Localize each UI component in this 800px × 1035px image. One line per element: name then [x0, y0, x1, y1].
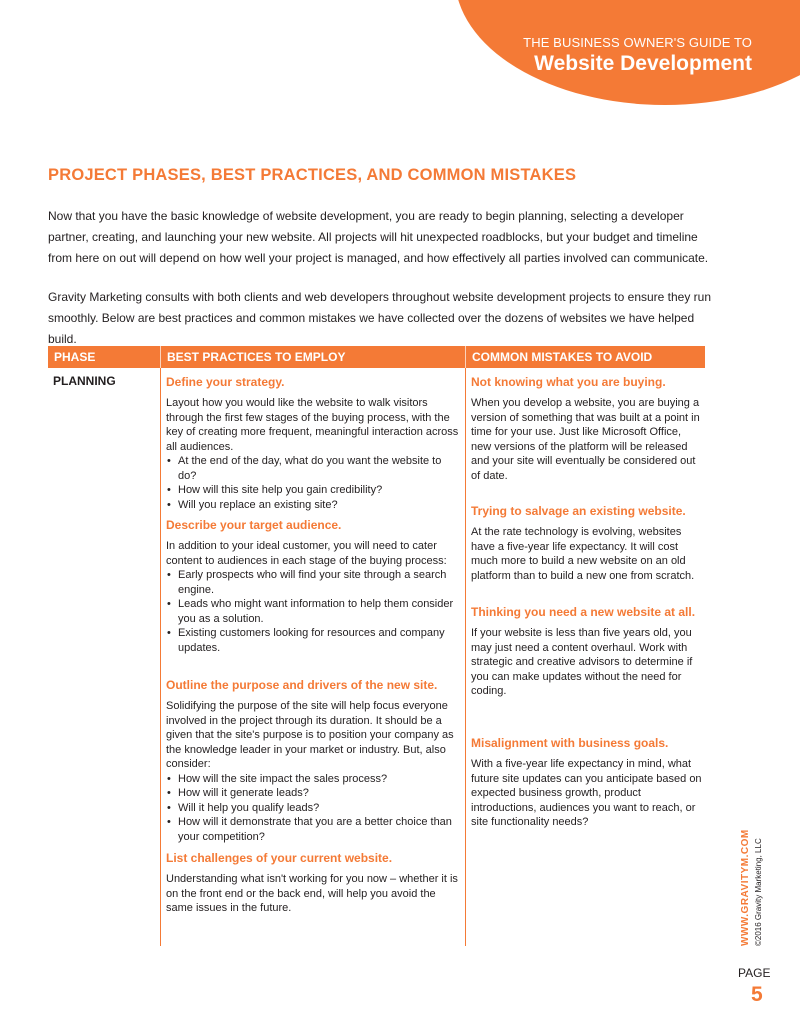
best-practice-body: Solidifying the purpose of the site will help focus everyone involved in the project through its duration. It should be a given that the site's purpose is to position your company as the knowledge leader in your market or industry. But, also consider:: [166, 700, 454, 770]
list-item: • Early prospects who will find your site through a search engine.: [166, 568, 460, 597]
column-divider: [160, 368, 161, 946]
table-header-phase: PHASE: [48, 346, 160, 368]
list-item: • Existing customers looking for resources and company updates.: [166, 626, 460, 655]
mistake-heading: Misalignment with business goals.: [471, 736, 669, 750]
table-header-best-practices: BEST PRACTICES TO EMPLOY: [160, 346, 465, 368]
mistake-body: With a five-year life expectancy in mind, what future site updates can you anticipate based on expected business growth, product introductions, audiences you want to reach, or site functionality needs?: [471, 758, 702, 828]
mistake-block: [471, 504, 703, 583]
mistake-heading: Trying to salvage an existing website.: [471, 504, 686, 518]
list-item: • How will it demonstrate that you are a better choice than your competition?: [166, 815, 460, 844]
mistake-block: [471, 605, 703, 699]
list-item: • How will it generate leads?: [166, 786, 460, 801]
intro-paragraph-1: Now that you have the basic knowledge of website development, you are ready to begin planning, selecting a developer partner, creating, and launching your new website. All projects will hit unexpected roadblocks, but your budget and timeline from here on out will depend on how well your project is managed, and how effectively all parties involved can communicate.: [48, 209, 709, 265]
mistake-heading: Thinking you need a new website at all.: [471, 605, 696, 619]
best-practice-body: Understanding what isn't working for you now – whether it is on the front end or the back end, will help you avoid the same issues in the future.: [166, 873, 458, 914]
best-practice-block: [166, 678, 460, 844]
intro-paragraph-2: Gravity Marketing consults with both clients and web developers throughout website development projects to ensure they run smoothly. Below are best practices and common mistakes we have collected over the dozens of websites we have helped build.: [48, 290, 712, 346]
best-practice-body: Layout how you would like the website to walk visitors through the first few stages of the buying process, with the key of creating more frequent, meaningful interaction across all audiences.: [166, 397, 459, 453]
list-item: • How will the site impact the sales process?: [166, 772, 460, 787]
best-practice-heading: List challenges of your current website.: [166, 851, 393, 865]
sidebar-credit: [740, 829, 763, 946]
mistake-body: If your website is less than five years old, you may just need a content overhaul. Work with strategic and creative advisors to determine if you can make updates without the need for coding.: [471, 627, 693, 697]
column-divider: [465, 368, 466, 946]
guide-title: Website Development: [534, 52, 752, 75]
phase-label: PLANNING: [53, 374, 116, 388]
best-practice-block: [166, 375, 460, 512]
list-item: • Leads who might want information to help them consider you as a solution.: [166, 597, 460, 626]
list-item: • Will you replace an existing site?: [166, 498, 460, 513]
best-practice-body: In addition to your ideal customer, you will need to cater content to audiences in each stage of the buying process:: [166, 540, 447, 567]
table-header-common-mistakes: COMMON MISTAKES TO AVOID: [465, 346, 705, 368]
best-practice-heading: Outline the purpose and drivers of the new site.: [166, 678, 438, 692]
bullet-list: [166, 568, 460, 655]
best-practice-block: [166, 518, 460, 655]
bullet-list: [166, 454, 460, 512]
page-number: 5: [751, 983, 763, 1006]
page-label: PAGE: [738, 966, 771, 980]
mistake-body: When you develop a website, you are buying a version of something that was built at a point in time for your use. Just like Microsoft Office, new versions of the platform will be released and your site will eventually be considered out of date.: [471, 397, 700, 482]
list-item: • At the end of the day, what do you want the website to do?: [166, 454, 460, 483]
mistake-block: [471, 375, 703, 483]
best-practice-heading: Define your strategy.: [166, 375, 285, 389]
list-item: • Will it help you qualify leads?: [166, 801, 460, 816]
copyright-text: ©2016 Gravity Marketing, LLC: [754, 838, 763, 946]
mistake-body: At the rate technology is evolving, websites have a five-year life expectancy. It will cost much more to build a new website on an old platform than to build a new one from scratch.: [471, 526, 695, 582]
list-item: • How will this site help you gain credibility?: [166, 483, 460, 498]
mistake-heading: Not knowing what you are buying.: [471, 375, 666, 389]
bullet-list: [166, 772, 460, 845]
best-practice-block: [166, 851, 460, 916]
section-title: PROJECT PHASES, BEST PRACTICES, AND COMMON MISTAKES: [48, 166, 577, 184]
guide-kicker: THE BUSINESS OWNER'S GUIDE TO: [523, 35, 752, 50]
mistake-block: [471, 736, 703, 830]
website-link[interactable]: WWW.GRAVITYM.COM: [740, 829, 751, 946]
best-practice-heading: Describe your target audience.: [166, 518, 342, 532]
